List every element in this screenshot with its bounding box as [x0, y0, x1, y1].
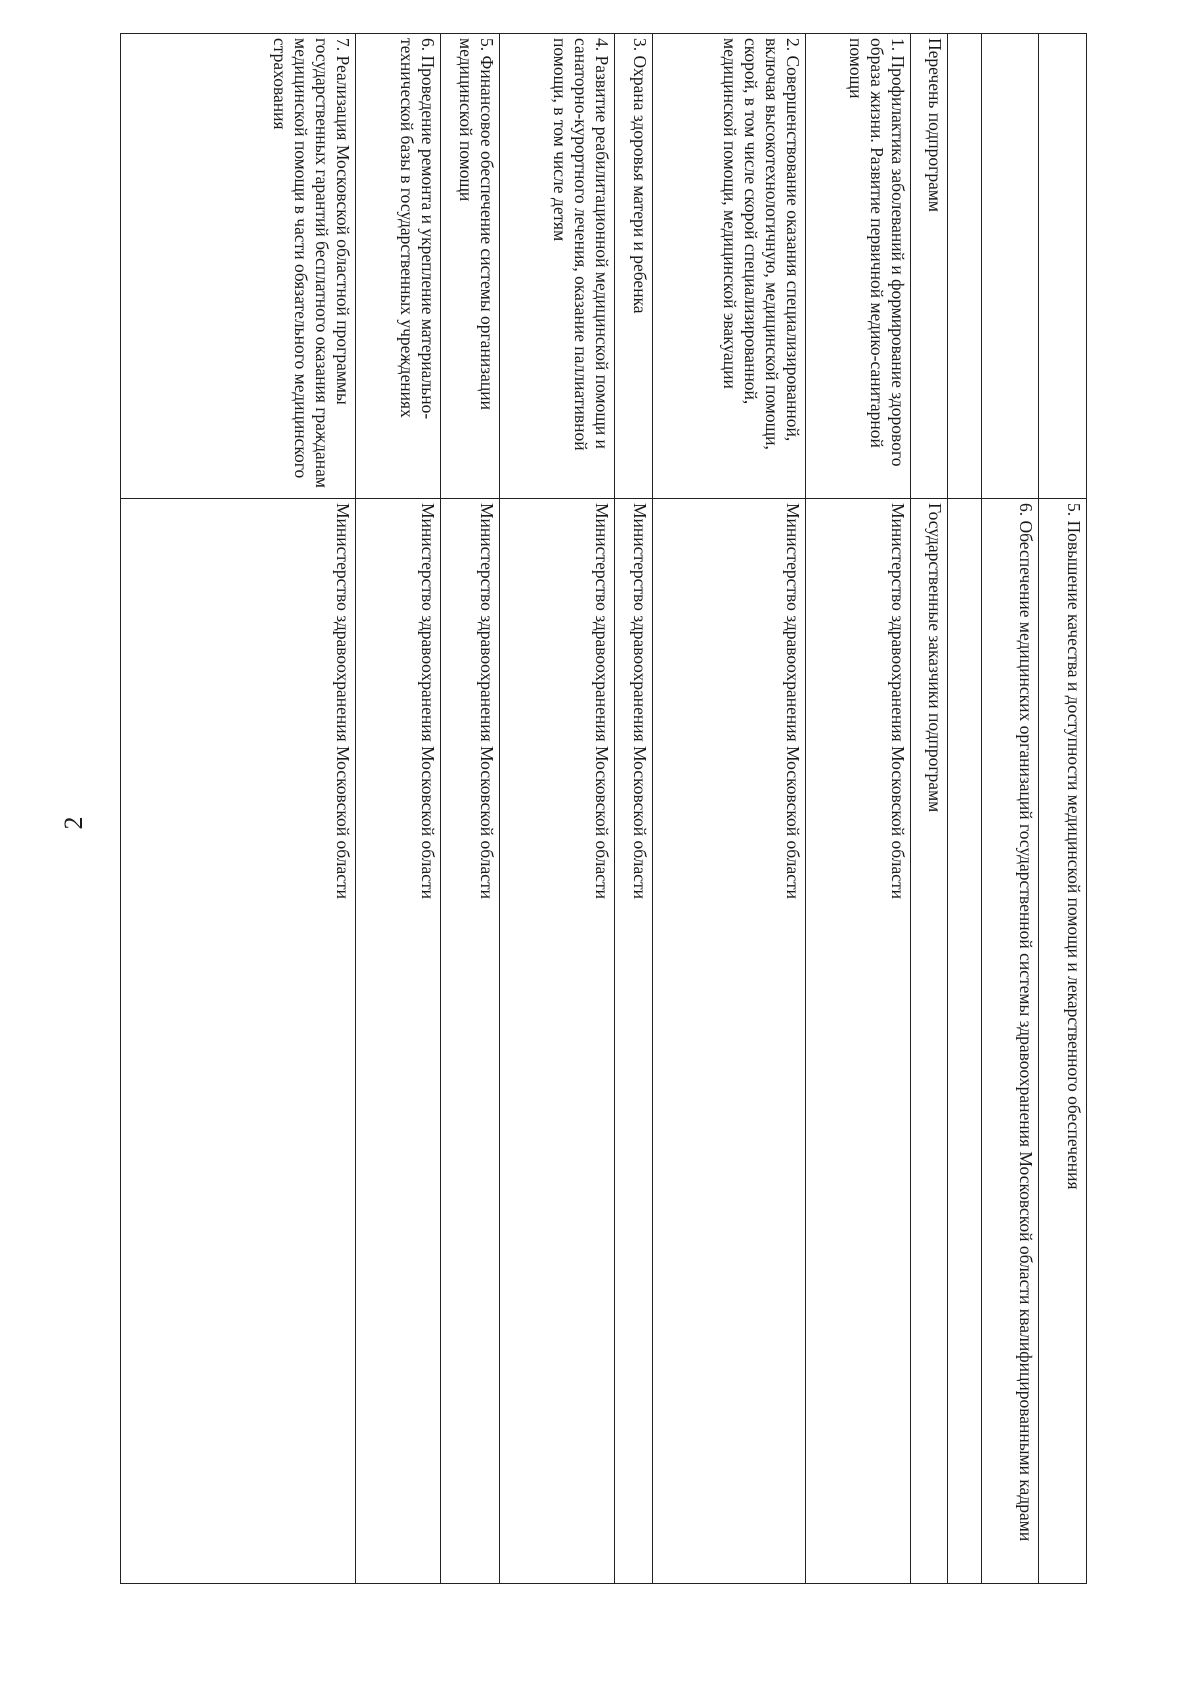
subprogram-name: 3. Охрана здоровья матери и ребенка: [615, 34, 653, 499]
subprogram-name: 5. Финансовое обеспечение системы организации медицинской помощи: [441, 34, 500, 499]
table-row: [121, 34, 356, 1584]
subprogram-customer: Министерство здравоохранения Московской области: [806, 499, 911, 1584]
subprogram-customer: Министерство здравоохранения Московской области: [615, 499, 653, 1584]
table-row: [653, 34, 806, 1584]
subprogram-customer: Министерство здравоохранения Московской области: [441, 499, 500, 1584]
goal-row: [982, 34, 1039, 1584]
subprogram-name: 7. Реализация Московской областной программы государственных гарантий бесплатного оказания гражданам медицинской помощи в части обязательного медицинского страхования: [121, 34, 356, 499]
subprograms-table-rotated: [121, 33, 1087, 1583]
table-row: [500, 34, 615, 1584]
table-row: [615, 34, 653, 1584]
page-number: 2: [59, 816, 88, 830]
table-row: [356, 34, 441, 1584]
table-header-row: [911, 34, 948, 1584]
subprograms-table: [120, 33, 1087, 1584]
subprogram-customer: Министерство здравоохранения Московской области: [121, 499, 356, 1584]
empty-cell: [1039, 34, 1087, 499]
subprogram-name: 6. Проведение ремонта и укрепление материально-технической базы в государственных учреждениях: [356, 34, 441, 499]
goal-cell: 6. Обеспечение медицинских организаций государственной системы здравоохранения Московской области квалифицированными кадрами: [982, 499, 1039, 1584]
subprogram-name: 1. Профилактика заболеваний и формирование здорового образа жизни. Развитие первичной медико-санитарной помощи: [806, 34, 911, 499]
subprogram-name: 2. Совершенствование оказания специализированной, включая высокотехнологичную, медицинской помощи, скорой, в том числе скорой специализированной, медицинской помощи, медицинской эвакуации: [653, 34, 806, 499]
header-customers: Государственные заказчики подпрограмм: [911, 499, 948, 1584]
empty-cell: [982, 34, 1039, 499]
empty-cell: [948, 34, 982, 499]
spacer-row: [948, 34, 982, 1584]
table-row: [806, 34, 911, 1584]
goal-cell: 5. Повышение качества и доступности медицинской помощи и лекарственного обеспечения: [1039, 499, 1087, 1584]
subprogram-customer: Министерство здравоохранения Московской области: [356, 499, 441, 1584]
subprogram-customer: Министерство здравоохранения Московской области: [500, 499, 615, 1584]
empty-cell: [948, 499, 982, 1584]
subprogram-customer: Министерство здравоохранения Московской области: [653, 499, 806, 1584]
goal-row: [1039, 34, 1087, 1584]
subprogram-name: 4. Развитие реабилитационной медицинской помощи и санаторно-курортного лечения, оказание паллиативной помощи, в том числе детям: [500, 34, 615, 499]
table-row: [441, 34, 500, 1584]
header-subprograms: Перечень подпрограмм: [911, 34, 948, 499]
